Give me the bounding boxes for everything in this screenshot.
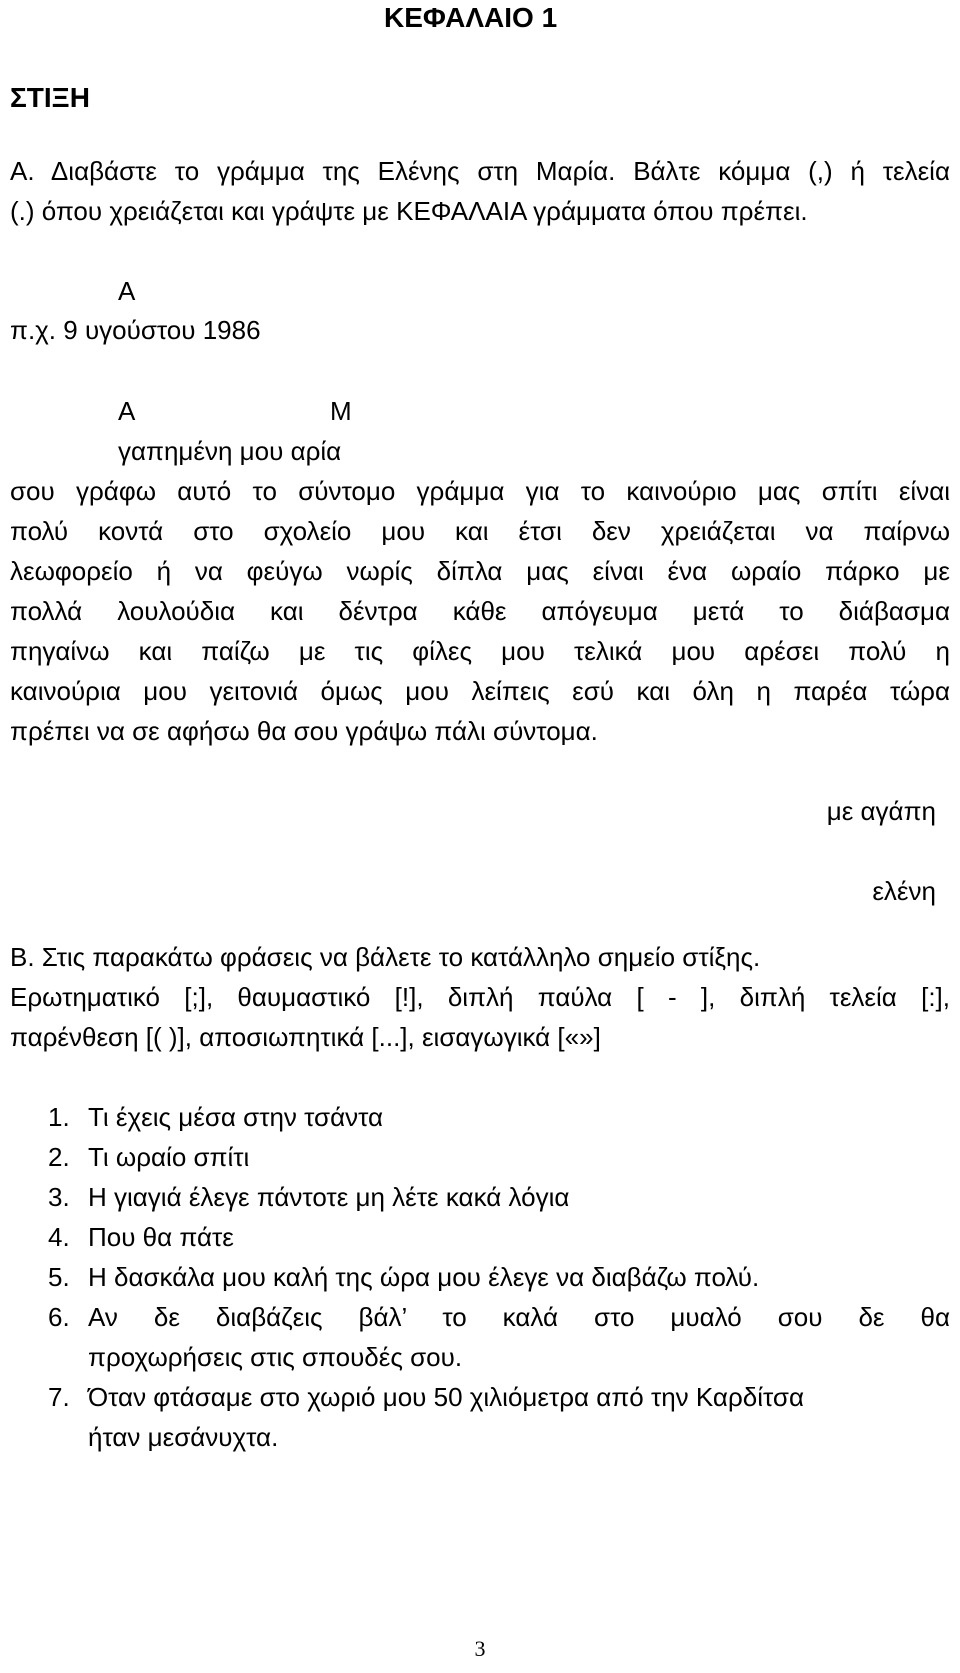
- letter-line: πολλά λουλούδια και δέντρα κάθε απόγευμα μετά το διάβασμα: [10, 596, 950, 626]
- exercise-a-instruction-line-2: (.) όπου χρειάζεται και γράψτε με ΚΕΦΑΛΑΙΑ γράμματα όπου πρέπει.: [10, 196, 808, 226]
- item-number: 3.: [48, 1182, 70, 1212]
- greeting-capital-m: Μ: [330, 396, 352, 426]
- letter-line: καινούρια μου γειτονιά όμως μου λείπεις εσύ και όλη η παρέα τώρα: [10, 676, 950, 706]
- letter-line: πολύ κοντά στο σχολείο μου και έτσι δεν χρειάζεται να παίρνω: [10, 516, 950, 546]
- item-text: Τι έχεις μέσα στην τσάντα: [88, 1102, 384, 1132]
- item-number: 6.: [48, 1302, 70, 1332]
- letter-closing: με αγάπη: [826, 796, 936, 826]
- item-number: 2.: [48, 1142, 70, 1172]
- item-text: Τι ωραίο σπίτι: [88, 1142, 250, 1172]
- item-number: 5.: [48, 1262, 70, 1292]
- item-text-continuation: προχωρήσεις στις σπουδές σου.: [88, 1342, 463, 1372]
- exercise-b-instruction-line: Β. Στις παρακάτω φράσεις να βάλετε το κατάλληλο σημείο στίξης.: [10, 942, 761, 972]
- letter-line: λεωφορείο ή να φεύγω νωρίς δίπλα μας είναι ένα ωραίο πάρκο με: [10, 556, 950, 586]
- greeting-capital-a: Α: [118, 396, 136, 426]
- letter-line: σου γράφω αυτό το σύντομο γράμμα για το καινούριο μας σπίτι είναι: [10, 476, 950, 506]
- item-text: Που θα πάτε: [88, 1222, 234, 1252]
- example-date-line: π.χ. 9 υγούστου 1986: [10, 315, 261, 345]
- item-text: Αν δε διαβάζεις βάλ’ το καλά στο μυαλό σου δε θα: [88, 1302, 950, 1332]
- item-number: 7.: [48, 1382, 70, 1412]
- page-number: 3: [474, 1636, 486, 1661]
- exercise-a-instruction-line-1: Α. Διαβάστε το γράμμα της Ελένης στη Μαρία. Βάλτε κόμμα (,) ή τελεία: [10, 156, 950, 186]
- item-number: 4.: [48, 1222, 70, 1252]
- letter-line: πρέπει να σε αφήσω θα σου γράψω πάλι σύντομα.: [10, 716, 598, 746]
- section-title: ΣΤΙΞΗ: [10, 82, 90, 113]
- item-text: Η δασκάλα μου καλή της ώρα μου έλεγε να διαβάζω πολύ.: [88, 1262, 760, 1292]
- exercise-b-instruction-line: Ερωτηματικό [;], θαυμαστικό [!], διπλή παύλα [ - ], διπλή τελεία [:],: [10, 982, 950, 1012]
- item-text: Η γιαγιά έλεγε πάντοτε μη λέτε κακά λόγια: [88, 1182, 570, 1212]
- letter-signature: ελένη: [872, 876, 936, 906]
- exercise-b-instruction-line: παρένθεση [( )], αποσιωπητικά [...], εισαγωγικά [«»]: [10, 1022, 601, 1052]
- greeting-line: γαπημένη μου αρία: [118, 436, 342, 466]
- item-number: 1.: [48, 1102, 70, 1132]
- place-capital-letter: Α: [118, 276, 136, 306]
- chapter-title: ΚΕΦΑΛΑΙΟ 1: [384, 2, 558, 33]
- letter-line: πηγαίνω και παίζω με τις φίλες μου τελικά μου αρέσει πολύ η: [10, 636, 950, 666]
- item-text: Όταν φτάσαμε στο χωριό μου 50 χιλιόμετρα από την Καρδίτσα: [88, 1382, 804, 1412]
- item-text-continuation: ήταν μεσάνυχτα.: [88, 1422, 279, 1452]
